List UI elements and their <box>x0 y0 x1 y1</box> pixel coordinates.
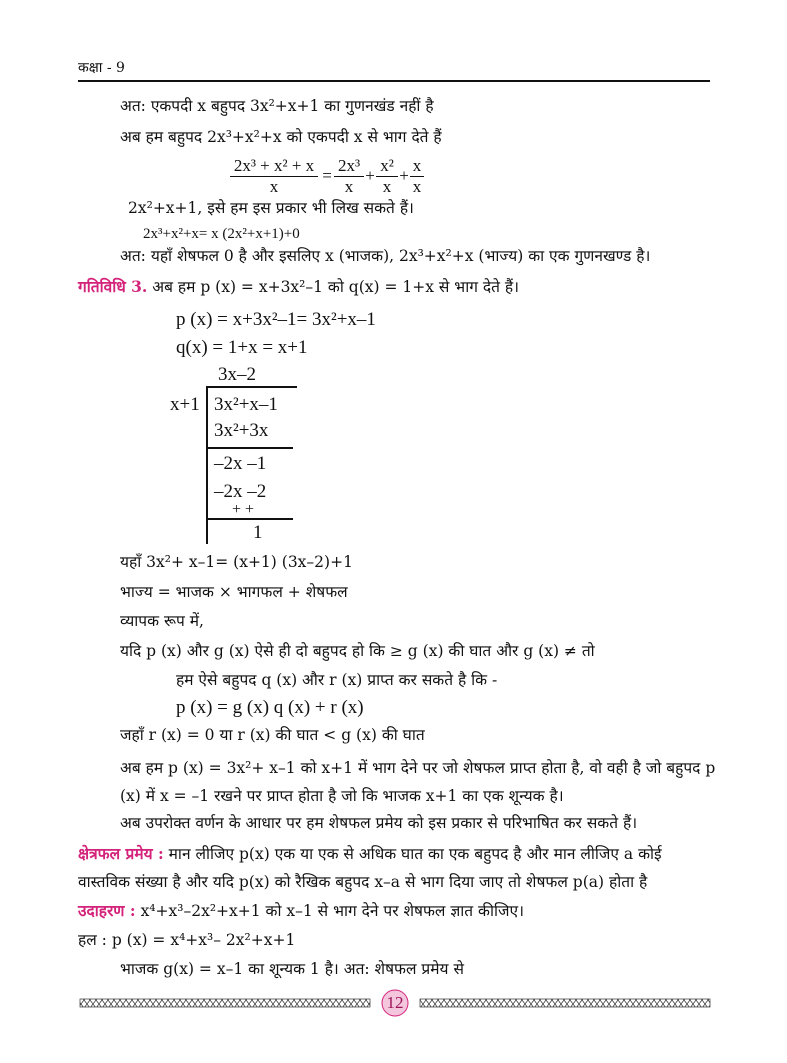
result-line: यहाँ 3x²+ x–1= (x+1) (3x–2)+1 <box>120 553 353 571</box>
theorem-line-1 <box>78 844 662 864</box>
existence-line: हम ऐसे बहुपद q (x) और r (x) प्राप्त कर सकते है कि - <box>176 671 498 689</box>
class-header: कक्षा - 9 <box>78 60 125 76</box>
example-line <box>78 901 524 921</box>
division-quotient: 3x–2 <box>218 364 256 385</box>
fraction-term-3 <box>410 156 424 197</box>
division-subtract-2: –2x –2 <box>214 481 267 502</box>
fraction-term-2 <box>376 156 398 197</box>
fraction-term-3-num: x <box>410 156 424 177</box>
footer-border-right <box>420 999 710 1007</box>
activity-text: अब हम p (x) = x+3x²–1 को q(x) = 1+x से भाग देते हैं। <box>147 278 519 296</box>
px-definition: p (x) = x+3x²–1= 3x²+x–1 <box>176 309 376 330</box>
division-signs: + + <box>232 501 255 518</box>
plus-sign-1: + <box>365 166 375 185</box>
fraction-term-1-num: 2x³ <box>334 156 364 177</box>
division-bracket <box>206 386 208 544</box>
division-rule-1 <box>207 447 293 449</box>
activity-label: गतिविधि 3. <box>78 277 148 296</box>
division-dividend: 3x²+x–1 <box>214 394 278 415</box>
division-top-rule <box>207 386 297 388</box>
division-remainder: 1 <box>253 522 263 543</box>
divisor-line: भाजक g(x) = x–1 का शून्यक 1 है। अत: शेषफल प्रमेय से <box>120 960 464 978</box>
solution-line: हल : p (x) = x⁴+x³– 2x²+x+1 <box>78 931 296 949</box>
paragraph-line-1: अब हम p (x) = 3x²+ x–1 को x+1 में भाग देने पर जो शेषफल प्राप्त होता है, वो वही है जो बहुपद p <box>120 759 716 777</box>
fraction-lhs-den: x <box>269 177 279 196</box>
example-text: x⁴+x³–2x²+x+1 को x–1 से भाग देने पर शेषफल ज्ञात कीजिए। <box>135 902 524 920</box>
fraction-term-3-den: x <box>412 177 422 196</box>
fraction-lhs <box>230 156 318 197</box>
fraction-term-2-num: x² <box>376 156 398 177</box>
theorem-line-2: वास्तविक संख्या है और यदि p(x) को रैखिक बहुपद x–a से भाग दिया जाए तो शेषफल p(a) होता है <box>78 873 648 891</box>
fraction-term-2-den: x <box>382 177 392 196</box>
theorem-label: क्षेत्रफल प्रमेय : <box>78 844 164 863</box>
division-rule-2 <box>207 518 293 520</box>
equals-sign: = <box>322 166 332 185</box>
division-algorithm: भाज्य = भाजक × भागफल + शेषफल <box>120 583 348 601</box>
division-remainder-1: –2x –1 <box>214 453 267 474</box>
example-label: उदाहरण : <box>78 901 136 920</box>
line-4: 2x³+x²+x= x (2x²+x+1)+0 <box>143 226 300 242</box>
paragraph-line-3: अब उपरोक्त वर्णन के आधार पर हम शेषफल प्रमेय को इस प्रकार से परिभाषित कर सकते हैं। <box>120 814 638 832</box>
line-2: अब हम बहुपद 2x³+x²+x को एकपदी x से भाग देते हैं <box>120 128 442 146</box>
paragraph-line-2: (x) में x = –1 रखने पर प्राप्त होता है जो कि भाजक x+1 का एक शून्यक है। <box>120 787 564 805</box>
theorem-text-1: मान लीजिए p(x) एक या एक से अधिक घात का एक बहुपद है और मान लीजिए a कोई <box>163 845 662 863</box>
line-1: अत: एकपदी x बहुपद 3x²+x+1 का गुणनखंड नहीं है <box>120 97 434 115</box>
general-form: व्यापक रूप में, <box>120 612 204 630</box>
footer-border-left <box>80 999 370 1007</box>
activity-line <box>78 277 519 297</box>
condition-line: यदि p (x) और g (x) ऐसे ही दो बहुपद हो कि ≥ g (x) की घात और g (x) ≠ तो <box>120 642 595 660</box>
header-rule <box>78 80 710 82</box>
line-3: 2x²+x+1, इसे हम इस प्रकार भी लिख सकते हैं। <box>128 199 414 217</box>
division-divisor: x+1 <box>170 394 200 415</box>
fraction-term-1 <box>334 156 364 197</box>
line-5: अत: यहाँ शेषफल 0 है और इसलिए x (भाजक), 2x³+x²+x (भाज्य) का एक गुणनखण्ड है। <box>120 247 651 265</box>
division-subtract-1: 3x²+3x <box>214 420 269 441</box>
remainder-condition: जहाँ r (x) = 0 या r (x) की घात < g (x) की घात <box>120 726 425 744</box>
division-formula: p (x) = g (x) q (x) + r (x) <box>176 697 364 718</box>
page-number: 12 <box>386 993 404 1012</box>
qx-definition: q(x) = 1+x = x+1 <box>176 337 308 358</box>
plus-sign-2: + <box>399 166 409 185</box>
fraction-term-1-den: x <box>344 177 354 196</box>
fraction-lhs-num: 2x³ + x² + x <box>230 156 318 177</box>
